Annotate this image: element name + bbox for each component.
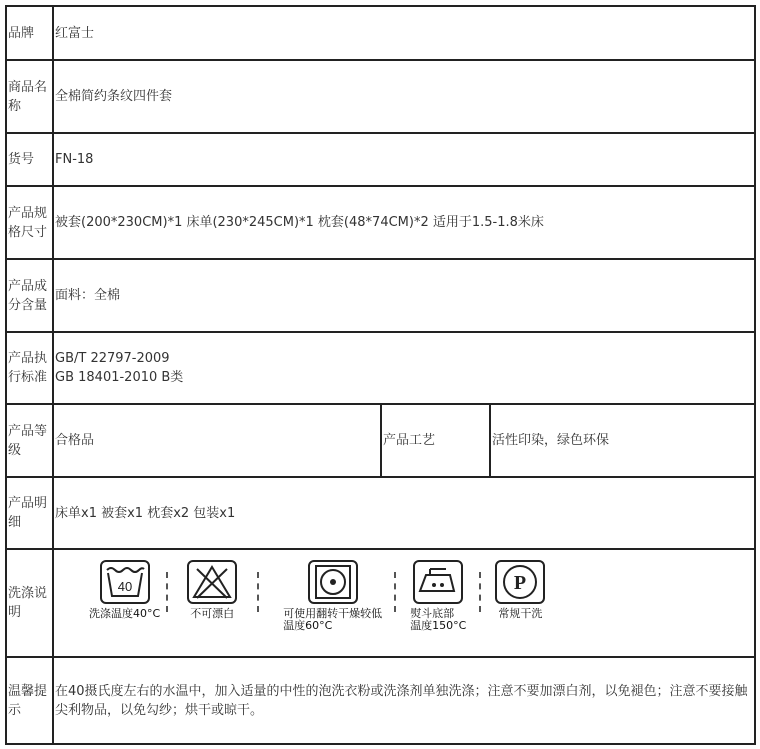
item-no-row xyxy=(6,133,755,186)
care-symbols xyxy=(54,550,754,656)
grade-value: 合格品 xyxy=(53,404,381,477)
contents-label: 产品明细 xyxy=(6,477,53,549)
tips-label: 温馨提示 xyxy=(6,657,53,744)
tips-value: 在40摄氏度左右的水温中，加入适量的中性的泡洗衣粉或洗涤剂单独洗涤；注意不要加漂白剂，以免褪色；注意不要接触尖利物品，以免勾纱；烘干或晾干。 xyxy=(53,657,755,744)
grade-row xyxy=(6,404,755,477)
wash-caption: 洗涤温度40°C xyxy=(89,607,161,620)
brand-row xyxy=(6,6,755,60)
wash-40-icon xyxy=(100,560,150,604)
contents-value: 床单x1 被套x1 枕套x2 包装x1 xyxy=(53,477,755,549)
tumble-dry-low-icon xyxy=(308,560,358,604)
product-name-label: 商品名称 xyxy=(6,60,53,133)
iron-medium-icon xyxy=(413,560,463,604)
tips-row xyxy=(6,657,755,744)
material-row xyxy=(6,259,755,332)
care-divider xyxy=(166,572,168,612)
dry-clean-p-icon xyxy=(495,560,545,604)
care-divider xyxy=(257,572,259,612)
size-row xyxy=(6,186,755,259)
size-value: 被套(200*230CM)*1 床单(230*245CM)*1 枕套(48*74CM)*2 适用于1.5-1.8米床 xyxy=(53,186,755,259)
washing-row xyxy=(6,549,755,657)
item-no-value: FN-18 xyxy=(53,133,755,186)
care-item-dryclean xyxy=(495,560,545,620)
bleach-caption: 不可漂白 xyxy=(190,607,235,620)
product-name-row xyxy=(6,60,755,133)
care-item-wash xyxy=(89,560,160,620)
standard-line-1: GB/T 22797-2009 xyxy=(55,351,170,366)
brand-value: 红富士 xyxy=(53,6,755,60)
material-value: 面料：全棉 xyxy=(53,259,755,332)
brand-label: 品牌 xyxy=(6,6,53,60)
dryclean-caption: 常规干洗 xyxy=(498,607,543,620)
care-divider xyxy=(394,572,396,612)
standard-label: 产品执行标准 xyxy=(6,332,53,404)
no-bleach-icon xyxy=(187,560,237,604)
standard-row xyxy=(6,332,755,404)
care-divider xyxy=(479,572,481,612)
care-item-dry xyxy=(283,560,382,632)
craft-label: 产品工艺 xyxy=(381,404,490,477)
dry-caption: 可使用翻转干燥较低 温度60°C xyxy=(283,607,383,632)
product-name-value: 全棉简约条纹四件套 xyxy=(53,60,755,133)
standard-value xyxy=(53,332,755,404)
wash-temp-text: 40 xyxy=(117,579,132,594)
item-no-label: 货号 xyxy=(6,133,53,186)
washing-label: 洗涤说明 xyxy=(6,549,53,657)
standard-line-2: GB 18401-2010 B类 xyxy=(55,370,184,385)
care-item-bleach xyxy=(187,560,237,620)
care-item-iron xyxy=(410,560,466,632)
material-label: 产品成分含量 xyxy=(6,259,53,332)
contents-row xyxy=(6,477,755,549)
washing-symbols-cell xyxy=(53,549,755,657)
iron-caption: 熨斗底部 温度150°C xyxy=(410,607,467,632)
dry-clean-letter: P xyxy=(514,572,527,594)
craft-value: 活性印染，绿色环保 xyxy=(490,404,755,477)
grade-label: 产品等级 xyxy=(6,404,53,477)
product-spec-table xyxy=(5,5,756,745)
size-label: 产品规格尺寸 xyxy=(6,186,53,259)
